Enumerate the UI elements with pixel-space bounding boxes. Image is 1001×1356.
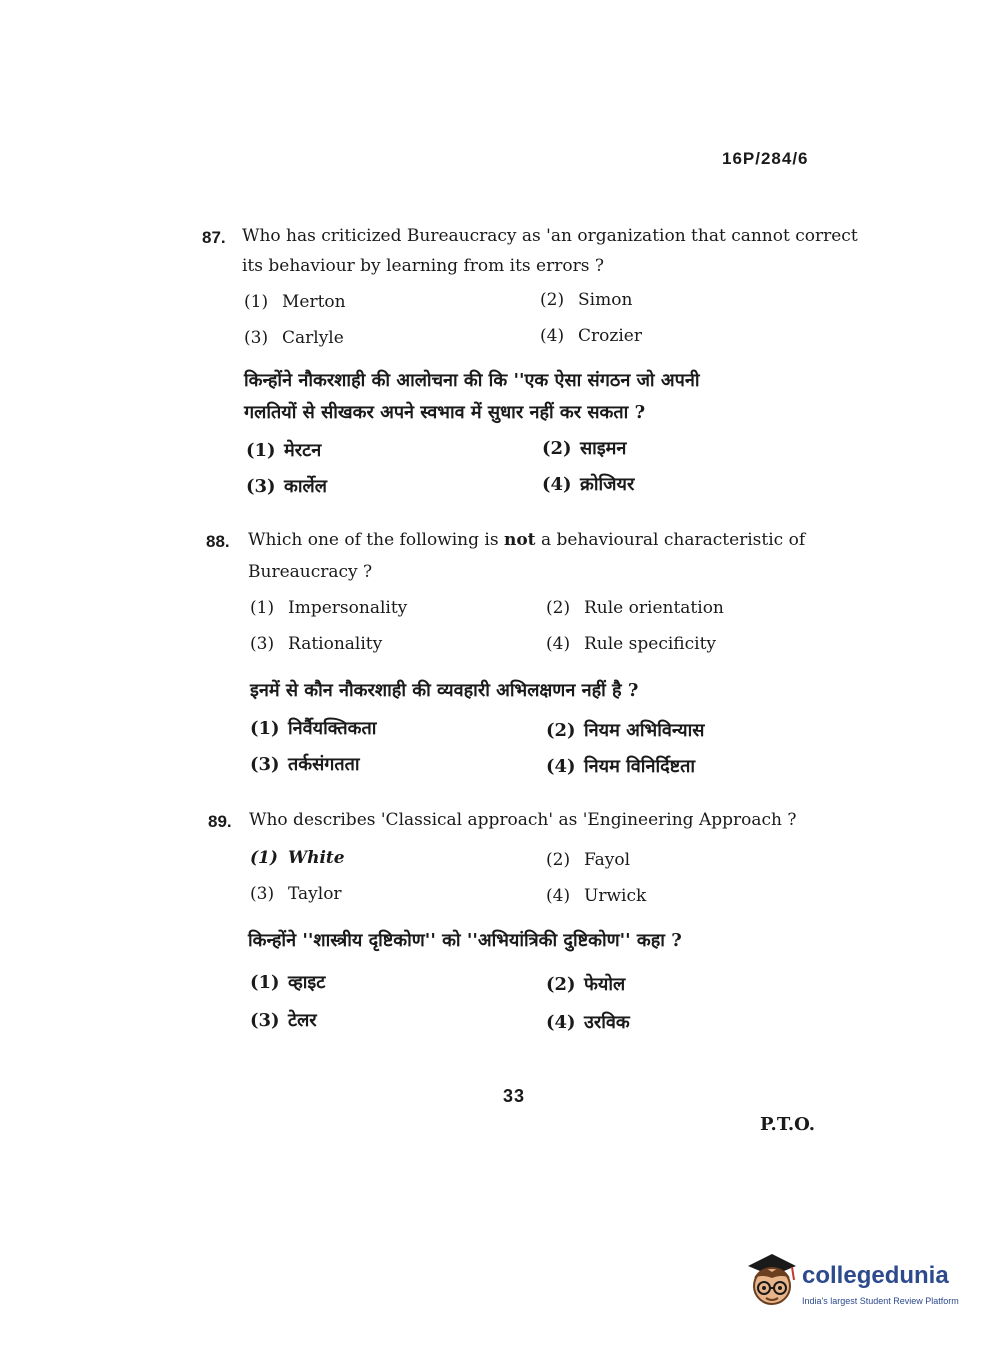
option-number: (4) (546, 886, 571, 906)
question-text-en (248, 530, 805, 550)
option-text: नियम विनिर्दिष्टता (584, 756, 696, 777)
question-text-hi: किन्होंने ''शास्त्रीय दृष्टिकोण'' को ''अभियांत्रिकी दुष्टिकोण'' कहा ? (248, 930, 682, 951)
logo-tagline: India's largest Student Review Platform (802, 1296, 959, 1306)
option-text: Impersonality (288, 598, 408, 618)
option-3-en (244, 328, 344, 348)
option-number: (1) (250, 718, 280, 739)
option-text: टेलर (288, 1010, 317, 1031)
question-text-hi: इनमें से कौन नौकरशाही की व्यवहारी अभिलक्षणन नहीं है ? (250, 680, 639, 701)
option-number: (4) (546, 756, 576, 777)
question-text-en: its behaviour by learning from its errors ? (242, 256, 604, 276)
option-number: (1) (250, 848, 278, 868)
option-number: (2) (540, 290, 565, 310)
option-number: (3) (250, 1010, 280, 1031)
option-1-hi (250, 716, 376, 740)
option-number: (3) (250, 634, 275, 654)
option-text: साइमन (580, 438, 627, 459)
option-text: Rationality (288, 634, 383, 654)
option-number: (4) (540, 326, 565, 346)
option-text: व्हाइट (288, 972, 326, 993)
option-number: (4) (546, 634, 571, 654)
option-text: मेरटन (284, 440, 322, 461)
option-text: White (288, 848, 345, 868)
option-text: उरविक (584, 1012, 630, 1033)
option-text: Carlyle (282, 328, 344, 348)
option-number: (3) (250, 754, 280, 775)
option-4-en (546, 886, 646, 906)
option-number: (4) (546, 1012, 576, 1033)
option-text: क्रोजियर (580, 474, 635, 495)
option-3-hi (250, 1008, 317, 1032)
option-text: Simon (578, 290, 633, 310)
option-text: कार्लेल (284, 476, 327, 497)
question-number: 89. (208, 812, 232, 831)
option-number: (3) (250, 884, 275, 904)
option-text: तर्कसंगतता (288, 754, 360, 775)
option-1-en (250, 598, 407, 618)
option-1-hi (250, 970, 325, 994)
option-number: (2) (542, 438, 572, 459)
option-3-en (250, 634, 382, 654)
question-text-en: Bureaucracy ? (248, 562, 373, 582)
option-4-hi (542, 472, 634, 496)
page-code: 16P/284/6 (722, 149, 809, 168)
option-text: Fayol (584, 850, 631, 870)
option-1-hi (246, 438, 321, 462)
option-number: (2) (546, 850, 571, 870)
option-number: (2) (546, 720, 576, 741)
option-number: (4) (542, 474, 572, 495)
option-4-hi (546, 1010, 630, 1034)
option-4-hi (546, 754, 695, 778)
option-number: (2) (546, 598, 571, 618)
option-number: (1) (244, 292, 269, 312)
page-number: 33 (503, 1086, 526, 1106)
option-2-en (546, 598, 724, 618)
pto-label: P.T.O. (760, 1114, 816, 1135)
question-number: 87. (202, 228, 226, 247)
option-number: (1) (250, 598, 275, 618)
option-text: Taylor (288, 884, 342, 904)
option-text: Merton (282, 292, 346, 312)
option-text: Rule orientation (584, 598, 724, 618)
option-3-en (250, 884, 342, 904)
option-text: Urwick (584, 886, 647, 906)
option-2-hi (546, 972, 625, 996)
question-number: 88. (206, 532, 230, 551)
question-text-en: Who describes 'Classical approach' as 'Engineering Approach ? (249, 810, 797, 830)
option-number: (1) (246, 440, 276, 461)
option-4-en (546, 634, 716, 654)
option-text: Rule specificity (584, 634, 717, 654)
option-text: Crozier (578, 326, 642, 346)
question-text-hi: किन्होंने नौकरशाही की आलोचना की कि ''एक ऐसा संगठन जो अपनी (244, 370, 700, 391)
option-number: (3) (244, 328, 269, 348)
option-2-hi (546, 718, 704, 742)
option-number: (3) (246, 476, 276, 497)
question-emphasis: not (503, 530, 536, 550)
collegedunia-logo (742, 1248, 972, 1314)
question-text-part: a behavioural characteristic of (535, 530, 806, 550)
option-number: (2) (546, 974, 576, 995)
mascot-icon (742, 1248, 800, 1314)
question-text-en: Who has criticized Bureaucracy as 'an organization that cannot correct (242, 226, 858, 246)
option-number: (1) (250, 972, 280, 993)
option-2-hi (542, 436, 626, 460)
option-text: निर्वैयक्तिकता (288, 718, 377, 739)
option-text: नियम अभिविन्यास (584, 720, 705, 741)
logo-wordmark: collegedunia (802, 1262, 949, 1289)
option-text: फेयोल (584, 974, 626, 995)
option-1-en (244, 292, 346, 312)
option-2-en (546, 850, 630, 870)
question-text-hi: गलतियों से सीखकर अपने स्वभाव में सुधार नहीं कर सकता ? (244, 402, 646, 423)
option-3-hi (246, 474, 327, 498)
question-text-part: Which one of the following is (248, 530, 504, 550)
option-2-en (540, 290, 632, 310)
option-1-en (250, 848, 345, 868)
option-3-hi (250, 752, 360, 776)
option-4-en (540, 326, 642, 346)
